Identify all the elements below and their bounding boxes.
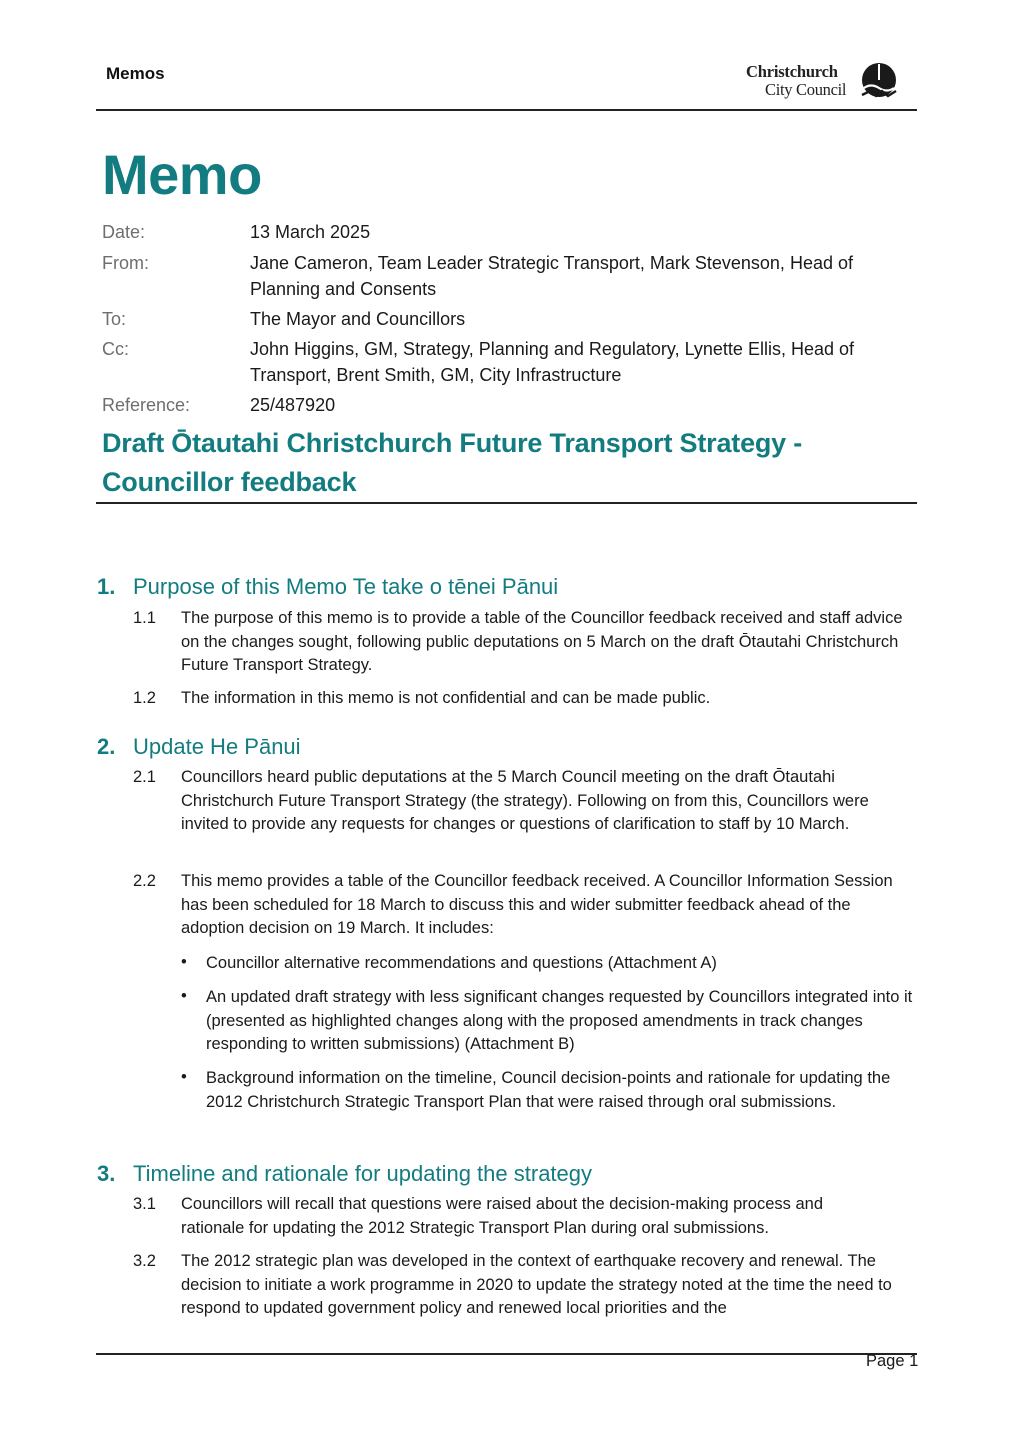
reference-label: Reference: [102,395,191,415]
date-value: 13 March 2025 [250,222,371,242]
para-1-2-text: The information in this memo is not confidential and can be made public. [181,689,711,707]
para-1-1-text: The purpose of this memo is to provide a table of the Councillor feedback received and staff advice on the changes sought, following public deputations on 5 March on the draft Ōtautahi Christchurch Future Transport Strategy. [181,609,903,674]
logo-line-1: Christchurch [746,62,838,81]
section-3-title: Timeline and rationale for updating the strategy [133,1161,593,1186]
para-3-2-text: The 2012 strategic plan was developed in the context of earthquake recovery and renewal. The decision to initiate a work programme in 2020 to update the strategy noted at the time the need to respond to updated government policy and renewed local priorities and the [181,1252,892,1317]
from-value: Jane Cameron, Team Leader Strategic Transport, Mark Stevenson, Head of Planning and Consents [250,253,853,299]
para-2-1-number: 2.1 [133,768,156,786]
section-2-number: 2. [97,734,116,759]
cathedral-icon [860,62,898,100]
para-3-1-text: Councillors will recall that questions were raised about the decision-making process and rationale for updating the 2012 Strategic Transport Plan during oral submissions. [181,1195,823,1237]
council-logo [746,62,898,102]
para-3-1-number: 3.1 [133,1195,156,1213]
section-1-title: Purpose of this Memo Te take o tēnei Pānui [133,574,559,599]
to-value: The Mayor and Councillors [250,309,466,329]
bullet-marker: • [181,953,187,971]
section-2-title: Update He Pānui [133,734,301,759]
cc-value: John Higgins, GM, Strategy, Planning and Regulatory, Lynette Ellis, Head of Transport, Brent Smith, GM, City Infrastructure [250,339,854,385]
section-3-number: 3. [97,1161,116,1186]
para-1-1-number: 1.1 [133,609,156,627]
date-label: Date: [102,222,146,242]
to-label: To: [102,309,127,329]
header-rule [96,109,917,111]
section-1-number: 1. [97,574,116,599]
bullet-marker: • [181,1068,187,1086]
cc-label: Cc: [102,339,129,359]
para-3-2-number: 3.2 [133,1252,156,1270]
bullet-marker: • [181,987,187,1005]
memo-subject: Draft Ōtautahi Christchurch Future Transport Strategy - Councillor feedback [102,428,803,497]
para-2-1-text: Councillors heard public deputations at the 5 March Council meeting on the draft Ōtautahi Christchurch Future Transport Strategy (the strategy). Following on from this, Councillors were invited to provide any requests for changes or questions of clarification to staff by 10 March. [181,768,869,833]
memo-title: Memo [102,143,262,206]
para-2-2-number: 2.2 [133,872,156,890]
bullet-item-2: An updated draft strategy with less significant changes requested by Councillors integrated into it (presented as highlighted changes along with the proposed amendments in track changes responding to written submissions) (Attachment B) [206,988,913,1053]
reference-value: 25/487920 [250,395,336,415]
bullet-item-1: Councillor alternative recommendations and questions (Attachment A) [206,954,717,972]
header-section-label: Memos [106,64,165,83]
from-label: From: [102,253,149,273]
logo-line-2: City Council [765,80,847,99]
para-1-2-number: 1.2 [133,689,156,707]
subject-rule [96,502,917,504]
para-2-2-text: This memo provides a table of the Councillor feedback received. A Councillor Information Session has been scheduled for 18 March to discuss this and wider submitter feedback ahead of the adoption decision on 19 March. It includes: [181,872,893,937]
page-number: Page 1 [866,1352,919,1370]
footer-rule [96,1353,917,1355]
bullet-item-3: Background information on the timeline, Council decision-points and rationale for updating the 2012 Christchurch Strategic Transport Plan that were raised through oral submissions. [206,1069,891,1111]
